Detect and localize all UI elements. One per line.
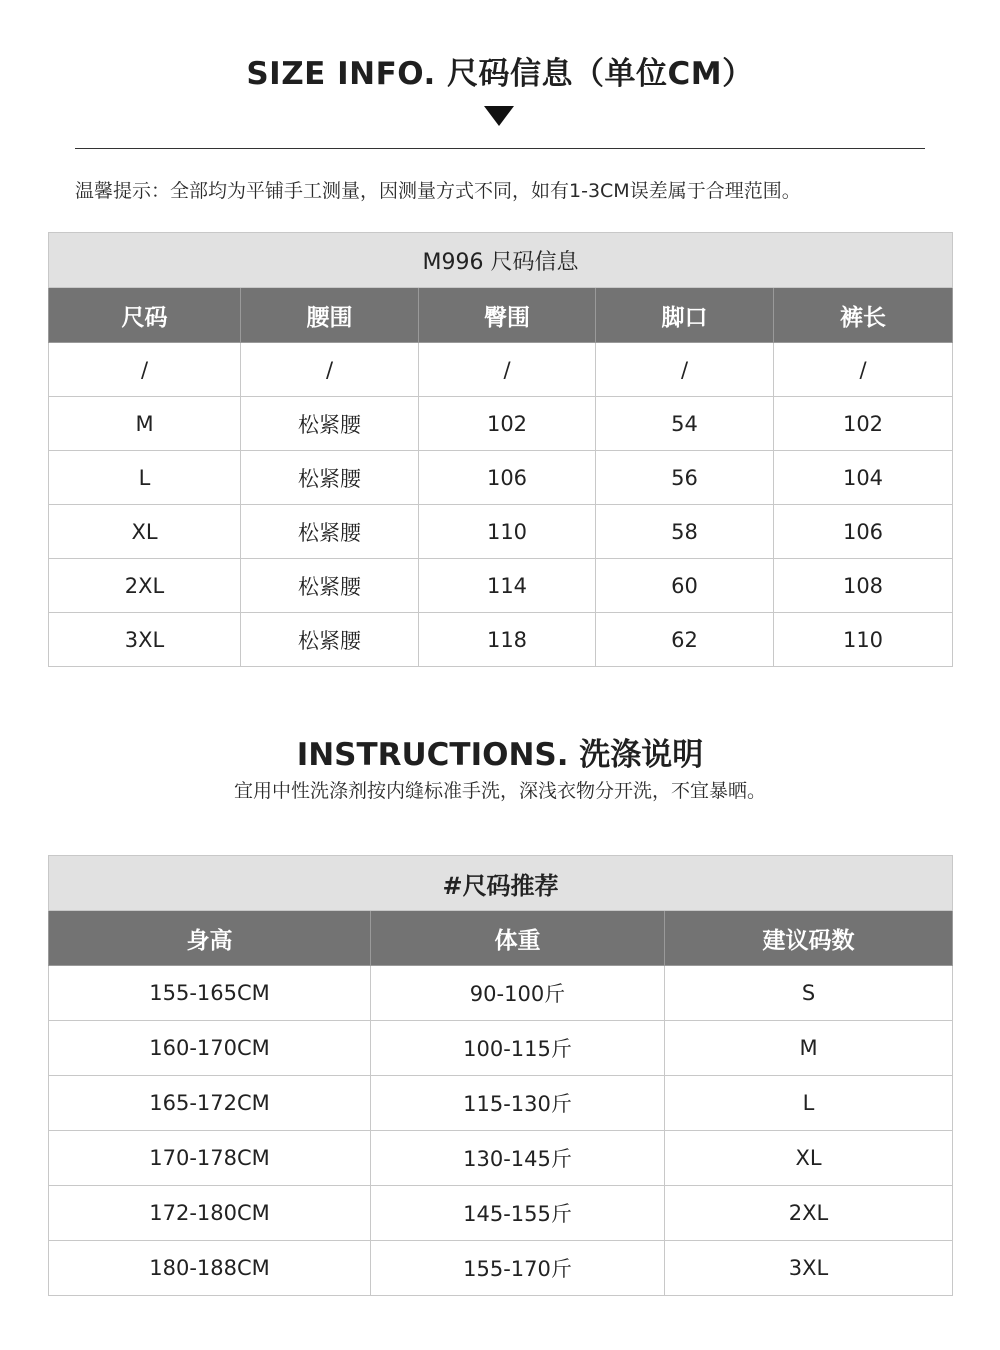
table-cell: 145-155斤 [371, 1186, 665, 1241]
table-cell: 104 [774, 451, 953, 505]
table-cell: 松紧腰 [241, 397, 419, 451]
down-arrow-icon [484, 106, 514, 126]
size-header-leg-opening: 脚口 [596, 288, 774, 343]
table-cell: 3XL [665, 1241, 953, 1296]
table-row [49, 613, 953, 667]
table-cell: 110 [419, 505, 596, 559]
table-cell: 松紧腰 [241, 451, 419, 505]
table-cell: 160-170CM [49, 1021, 371, 1076]
recommendation-caption: #尺码推荐 [49, 856, 953, 911]
size-header-hip: 臀围 [419, 288, 596, 343]
table-cell: 115-130斤 [371, 1076, 665, 1131]
table-cell: L [665, 1076, 953, 1131]
table-cell: M [665, 1021, 953, 1076]
rec-header-height: 身高 [49, 911, 371, 966]
size-header-size: 尺码 [49, 288, 241, 343]
table-cell: 170-178CM [49, 1131, 371, 1186]
table-row [49, 966, 953, 1021]
table-cell: 62 [596, 613, 774, 667]
instructions-title: INSTRUCTIONS. 洗涤说明 [296, 737, 704, 773]
table-cell: XL [665, 1131, 953, 1186]
table-cell: S [665, 966, 953, 1021]
table-cell: 106 [774, 505, 953, 559]
size-header-length: 裤长 [774, 288, 953, 343]
rec-header-suggested-size: 建议码数 [665, 911, 953, 966]
table-cell: 172-180CM [49, 1186, 371, 1241]
table-cell: 58 [596, 505, 774, 559]
table-cell: 130-145斤 [371, 1131, 665, 1186]
table-cell: 60 [596, 559, 774, 613]
instructions-text: 宜用中性洗涤剂按内缝标准手洗，深浅衣物分开洗，不宜暴晒。 [233, 780, 766, 802]
table-row [49, 1131, 953, 1186]
table-cell: 102 [774, 397, 953, 451]
measurement-tip: 温馨提示：全部均为平铺手工测量，因测量方式不同，如有1-3CM误差属于合理范围。 [75, 180, 801, 202]
rec-header-weight: 体重 [371, 911, 665, 966]
table-cell: 90-100斤 [371, 966, 665, 1021]
table-cell: L [49, 451, 241, 505]
size-info-title: SIZE INFO. 尺码信息（单位CM） [246, 56, 754, 92]
table-cell: / [596, 343, 774, 397]
table-cell: 114 [419, 559, 596, 613]
table-cell: 56 [596, 451, 774, 505]
table-cell: 100-115斤 [371, 1021, 665, 1076]
table-cell: 110 [774, 613, 953, 667]
table-row [49, 451, 953, 505]
table-row [49, 1186, 953, 1241]
size-table-caption: M996 尺码信息 [49, 233, 953, 288]
size-recommendation-table [48, 855, 953, 1296]
table-cell: / [241, 343, 419, 397]
table-cell: 108 [774, 559, 953, 613]
table-row [49, 1021, 953, 1076]
table-row [49, 397, 953, 451]
table-cell: 2XL [49, 559, 241, 613]
table-row [49, 1241, 953, 1296]
size-table [48, 232, 953, 667]
table-cell: 165-172CM [49, 1076, 371, 1131]
table-cell: 2XL [665, 1186, 953, 1241]
table-cell: / [419, 343, 596, 397]
table-cell: 106 [419, 451, 596, 505]
divider [75, 148, 925, 149]
table-cell: 102 [419, 397, 596, 451]
size-header-waist: 腰围 [241, 288, 419, 343]
table-cell: M [49, 397, 241, 451]
table-cell: 松紧腰 [241, 559, 419, 613]
table-row [49, 1076, 953, 1131]
table-cell: / [49, 343, 241, 397]
table-cell: 118 [419, 613, 596, 667]
table-cell: 180-188CM [49, 1241, 371, 1296]
table-cell: 54 [596, 397, 774, 451]
table-row [49, 505, 953, 559]
table-row [49, 559, 953, 613]
table-cell: 155-165CM [49, 966, 371, 1021]
table-cell: 松紧腰 [241, 613, 419, 667]
table-row [49, 343, 953, 397]
table-cell: 松紧腰 [241, 505, 419, 559]
table-cell: 3XL [49, 613, 241, 667]
table-cell: 155-170斤 [371, 1241, 665, 1296]
table-cell: XL [49, 505, 241, 559]
table-cell: / [774, 343, 953, 397]
